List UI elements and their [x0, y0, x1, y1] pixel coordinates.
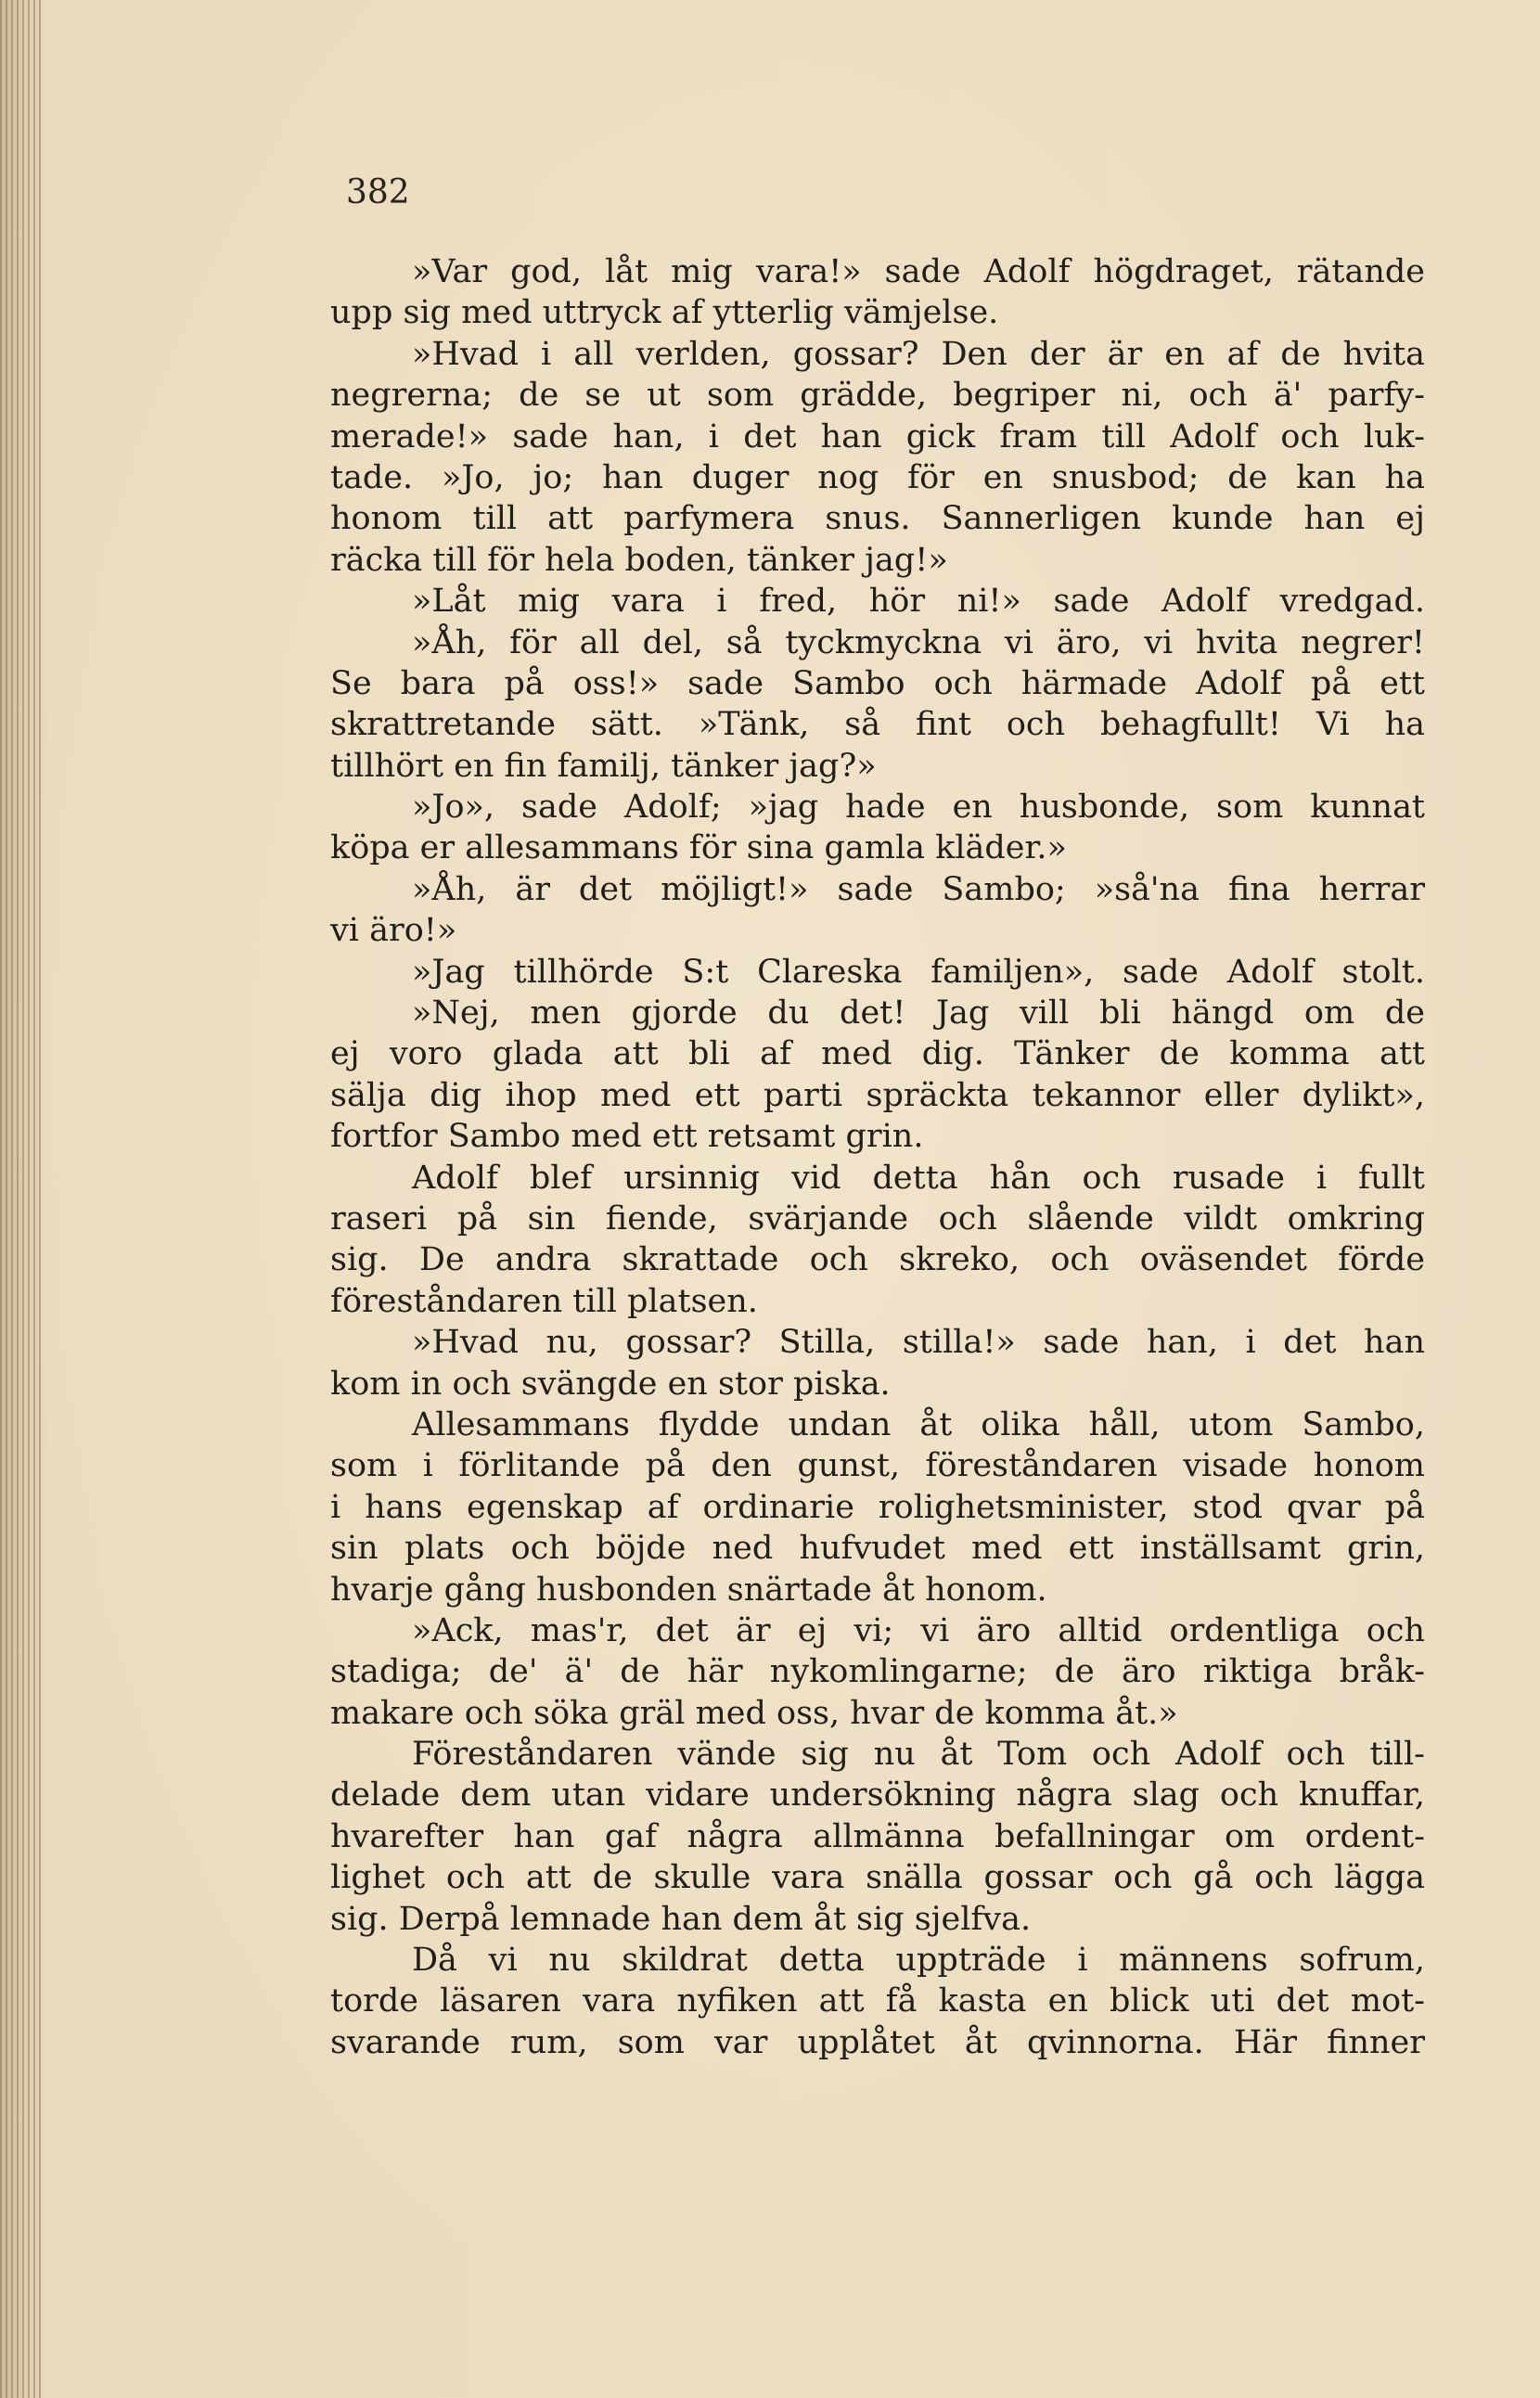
text-line: Då vi nu skildrat detta uppträde i männens sofrum, — [412, 1942, 1425, 1980]
text-line: som i förlitande på den gunst, föreståndaren visade honom — [330, 1447, 1425, 1485]
text-line: Adolf blef ursinnig vid detta hån och rusade i fullt — [412, 1159, 1425, 1197]
text-line: Föreståndaren vände sig nu åt Tom och Adolf och till- — [412, 1736, 1425, 1774]
text-line: Se bara på oss!» sade Sambo och härmade Adolf på ett — [330, 664, 1425, 702]
text-line: tade. »Jo, jo; han duger nog för en snusbod; de kan ha — [330, 458, 1425, 496]
text-line: »Hvad i all verlden, gossar? Den der är en af de hvita — [412, 335, 1425, 373]
text-line: »Nej, men gjorde du det! Jag vill bli hängd om de — [412, 994, 1425, 1032]
text-line: sälja dig ihop med ett parti spräckta tekannor eller dylikt», — [330, 1076, 1425, 1114]
text-line: makare och söka gräl med oss, hvar de komma åt.» — [330, 1694, 1178, 1732]
text-line: honom till att parfymera snus. Sannerligen kunde han ej — [330, 500, 1425, 538]
text-line: köpa er allesammans för sina gamla kläder.» — [330, 829, 1067, 867]
text-line: delade dem utan vidare undersökning några slag och knuffar, — [330, 1776, 1425, 1815]
text-line: sig. Derpå lemnade han dem åt sig sjelfva. — [330, 1900, 1032, 1938]
text-line: skrattretande sätt. »Tänk, så fint och behagfullt! Vi ha — [330, 706, 1425, 744]
text-line: tillhört en fin familj, tänker jag?» — [330, 747, 877, 785]
text-line: föreståndaren till platsen. — [330, 1282, 758, 1320]
text-line: vi äro!» — [330, 912, 457, 950]
text-line: »Hvad nu, gossar? Stilla, stilla!» sade han, i det han — [412, 1324, 1425, 1362]
text-line: »Ack, mas'r, det är ej vi; vi äro alltid ordentliga och — [412, 1611, 1425, 1649]
text-line: hvarefter han gaf några allmänna befallningar om ordent- — [330, 1817, 1425, 1855]
text-line: ej voro glada att bli af med dig. Tänker de komma att — [330, 1035, 1425, 1073]
text-line: fortfor Sambo med ett retsamt grin. — [330, 1118, 924, 1156]
text-line: hvarje gång husbonden snärtade åt honom. — [330, 1571, 1047, 1609]
text-line: upp sig med uttryck af ytterlig vämjelse. — [330, 294, 999, 332]
text-line: torde läsaren vara nyfiken att få kasta en blick uti det mot- — [330, 1982, 1425, 2020]
text-line: »Jag tillhörde S:t Clareska familjen», sade Adolf stolt. — [412, 953, 1425, 991]
text-line: »Åh, för all del, så tyckmyckna vi äro, vi hvita negrer! — [412, 623, 1425, 661]
text-line: »Var god, låt mig vara!» sade Adolf högdraget, rätande — [412, 253, 1425, 290]
text-line: sin plats och böjde ned hufvudet med ett inställsamt grin, — [330, 1530, 1425, 1568]
text-line: negrerna; de se ut som grädde, begriper ni, och ä' parfy- — [330, 377, 1425, 415]
text-line: svarande rum, som var upplåtet åt qvinnorna. Här finner — [330, 2023, 1425, 2061]
page-binding-edge — [0, 0, 41, 2398]
text-line: merade!» sade han, i det han gick fram till Adolf och luk- — [330, 417, 1425, 455]
text-line: lighet och att de skulle vara snälla gossar och gå och lägga — [330, 1859, 1425, 1897]
text-line: »Låt mig vara i fred, hör ni!» sade Adolf vredgad. — [412, 583, 1425, 621]
text-line: raseri på sin fiende, svärjande och slående vildt omkring — [330, 1199, 1425, 1237]
text-line: kom in och svängde en stor piska. — [330, 1365, 891, 1403]
text-line: Allesammans flydde undan åt olika håll, utom Sambo, — [412, 1405, 1425, 1443]
body-text — [330, 251, 1425, 2063]
text-line: »Jo», sade Adolf; »jag hade en husbonde, som kunnat — [412, 789, 1425, 827]
text-line: sig. De andra skrattade och skreko, och oväsendet förde — [330, 1241, 1425, 1279]
page-number: 382 — [346, 173, 410, 212]
text-line: »Åh, är det möjligt!» sade Sambo; »så'na fina herrar — [412, 870, 1425, 908]
text-line: stadiga; de' ä' de här nykomlingarne; de äro riktiga bråk- — [330, 1653, 1425, 1691]
text-line: i hans egenskap af ordinarie rolighetsminister, stod qvar på — [330, 1488, 1425, 1526]
text-line: räcka till för hela boden, tänker jag!» — [330, 541, 948, 579]
